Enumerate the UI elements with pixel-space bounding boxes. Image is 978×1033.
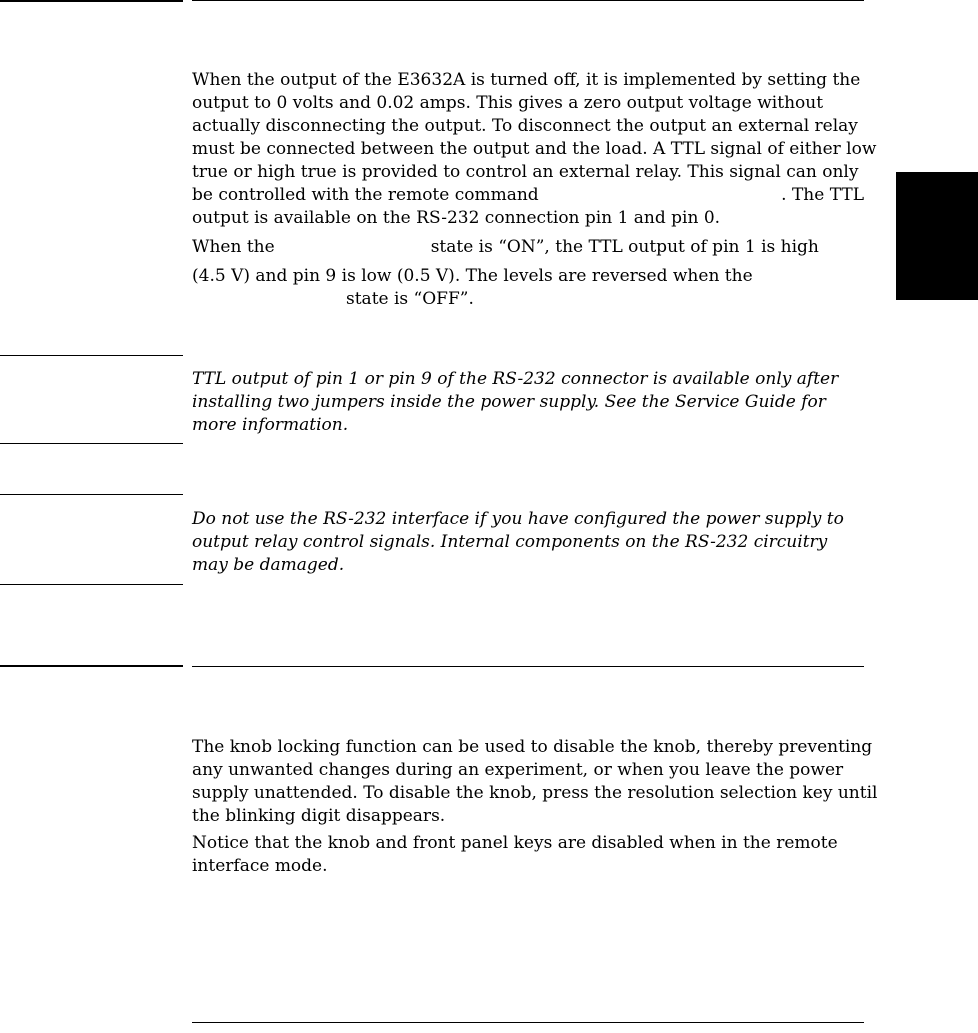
caution-top-rule [0, 494, 183, 495]
caution-line: output relay control signals. Internal components on the RS-232 circuitry [192, 532, 828, 552]
section2-left-rule [0, 665, 183, 667]
output-relay-section [192, 69, 877, 230]
remote-mode-paragraph [192, 832, 864, 878]
body-line: Notice that the knob and front panel keys are disabled when in the remote [192, 833, 838, 853]
body-line: must be connected between the output and the load. A TTL signal of either low [192, 139, 877, 159]
body-line: output is available on the RS-232 connection pin 1 and pin 0. [192, 208, 721, 228]
body-line: (4.5 V) and pin 9 is low (0.5 V). The levels are reversed when the [192, 266, 753, 286]
chapter-tab-marker [896, 172, 978, 300]
body-line: interface mode. [192, 856, 328, 876]
bottom-main-rule [192, 1022, 864, 1023]
body-line-left: When the [192, 237, 275, 257]
body-line-left: be controlled with the remote command [192, 185, 539, 205]
note-top-rule [0, 355, 183, 356]
note-line: installing two jumpers inside the power supply. See the Service Guide for [192, 392, 826, 412]
body-line: When the output of the E3632A is turned off, it is implemented by setting the [192, 70, 861, 90]
caution-bottom-rule [0, 584, 183, 585]
ttl-state-paragraph [192, 236, 864, 259]
caution-line: Do not use the RS-232 interface if you have configured the power supply to [192, 509, 844, 529]
top-left-rule [0, 0, 183, 2]
note-text [192, 368, 864, 437]
caution-text [192, 508, 864, 577]
body-line [192, 288, 864, 311]
note-bottom-rule [0, 443, 183, 444]
body-line-command [192, 184, 864, 207]
ttl-levels-paragraph [192, 265, 864, 311]
body-line: The knob locking function can be used to disable the knob, thereby preventing [192, 737, 873, 757]
body-line: supply unattended. To disable the knob, press the resolution selection key until [192, 783, 878, 803]
note-line: TTL output of pin 1 or pin 9 of the RS-232 connector is available only after [192, 369, 839, 389]
body-line: actually disconnecting the output. To disconnect the output an external relay [192, 116, 858, 136]
body-line: true or high true is provided to control an external relay. This signal can only [192, 162, 859, 182]
section2-main-rule [192, 666, 864, 667]
body-line-right: state is “ON”, the TTL output of pin 1 is high [430, 237, 819, 257]
body-line-right: . The TTL [781, 185, 864, 205]
body-line-text: state is “OFF”. [346, 289, 474, 309]
note-line: more information. [192, 415, 349, 435]
body-line: any unwanted changes during an experiment, or when you leave the power [192, 760, 844, 780]
body-line: output to 0 volts and 0.02 amps. This gives a zero output voltage without [192, 93, 824, 113]
body-line [192, 236, 864, 259]
caution-line: may be damaged. [192, 555, 345, 575]
knob-locking-section [192, 736, 878, 828]
top-main-rule [192, 0, 864, 1]
body-line: the blinking digit disappears. [192, 806, 446, 826]
